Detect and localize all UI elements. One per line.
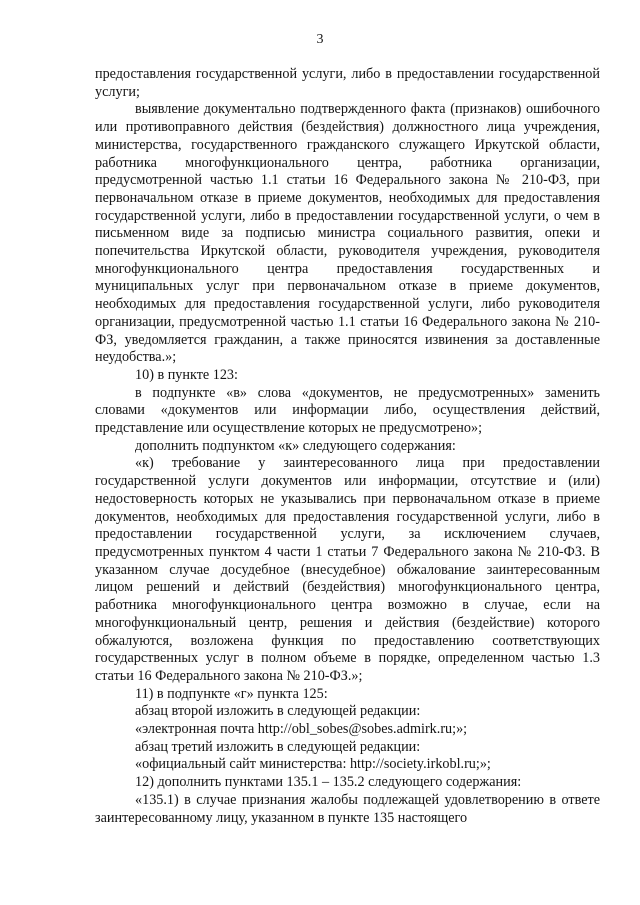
paragraph: абзац второй изложить в следующей редакции: — [135, 703, 421, 720]
paragraph: «электронная почта http://obl_sobes@sobes.admirk.ru;»; — [135, 721, 468, 738]
paragraph: «135.1) в случае признания жалобы подлежащей удовлетворению в ответе заинтересованному лицу, указанном в пункте 135 настоящего — [95, 791, 600, 826]
document-body — [95, 66, 600, 827]
paragraph: «к) требование у заинтересованного лица при предоставлении государственной услуги документов или информации, отсутствие и (или) недостоверность которых не указывались при первоначальном отказе в приеме документов, необходимых для предоставления государственной услуги, либо в предоставлении государственной услуги, за исключением случаев, предусмотренных пунктом 4 части 1 статьи 7 Федерального закона № 210-ФЗ. В указанном случае досудебное (внесудебное) обжалование заинтересованным лицом решений и действий (бездействия) многофункционального центра, работника многофункционального центра возможно в случае, если на многофункциональный центр, решения и действия (бездействие) которого обжалуются, возложена функция по предоставлению соответствующих государственных услуг в полном объеме в порядке, определенном частью 1.3 статьи 16 Федерального закона № 210-ФЗ.»; — [95, 455, 600, 684]
paragraph: 11) в подпункте «г» пункта 125: — [135, 685, 328, 702]
paragraph: абзац третий изложить в следующей редакции: — [135, 738, 421, 755]
paragraph: «официальный сайт министерства: http://society.irkobl.ru;»; — [135, 756, 491, 773]
paragraph: предоставления государственной услуги, либо в предоставлении государственной услуги; — [95, 66, 600, 100]
paragraph: 10) в пункте 123: — [135, 366, 238, 383]
paragraph: выявление документально подтвержденного факта (признаков) ошибочного или противоправного действия (бездействия) должностного лица учреждения, министерства, государственного гражданского служащего Иркутской области, работника многофункционального центра, работника организации, предусмотренной частью 1.1 статьи 16 Федерального закона № 210-ФЗ, при первоначальном отказе в приеме документов, необходимых для предоставления государственной услуги, либо в предоставлении государственной услуги, о чем в письменном виде за подписью министра социального развития, опеки и попечительства Иркутской области, руководителя учреждения, руководителя многофункционального центра предоставления государственных и муниципальных услуг при первоначальном отказе в приеме документов, необходимых для предоставления государственной услуги, либо руководителя организации, предусмотренной частью 1.1 статьи 16 Федерального закона № 210-ФЗ, уведомляется гражданин, а также приносятся извинения за доставленные неудобства.»; — [95, 101, 600, 366]
page-number: 3 — [316, 32, 324, 47]
paragraph: в подпункте «в» слова «документов, не предусмотренных» заменить словами «документов или информации либо, осуществления действий, представление или осуществление которых не предусмотрено»; — [95, 384, 600, 437]
paragraph: дополнить подпунктом «к» следующего содержания: — [135, 437, 456, 454]
paragraph: 12) дополнить пунктами 135.1 – 135.2 следующего содержания: — [135, 774, 522, 791]
